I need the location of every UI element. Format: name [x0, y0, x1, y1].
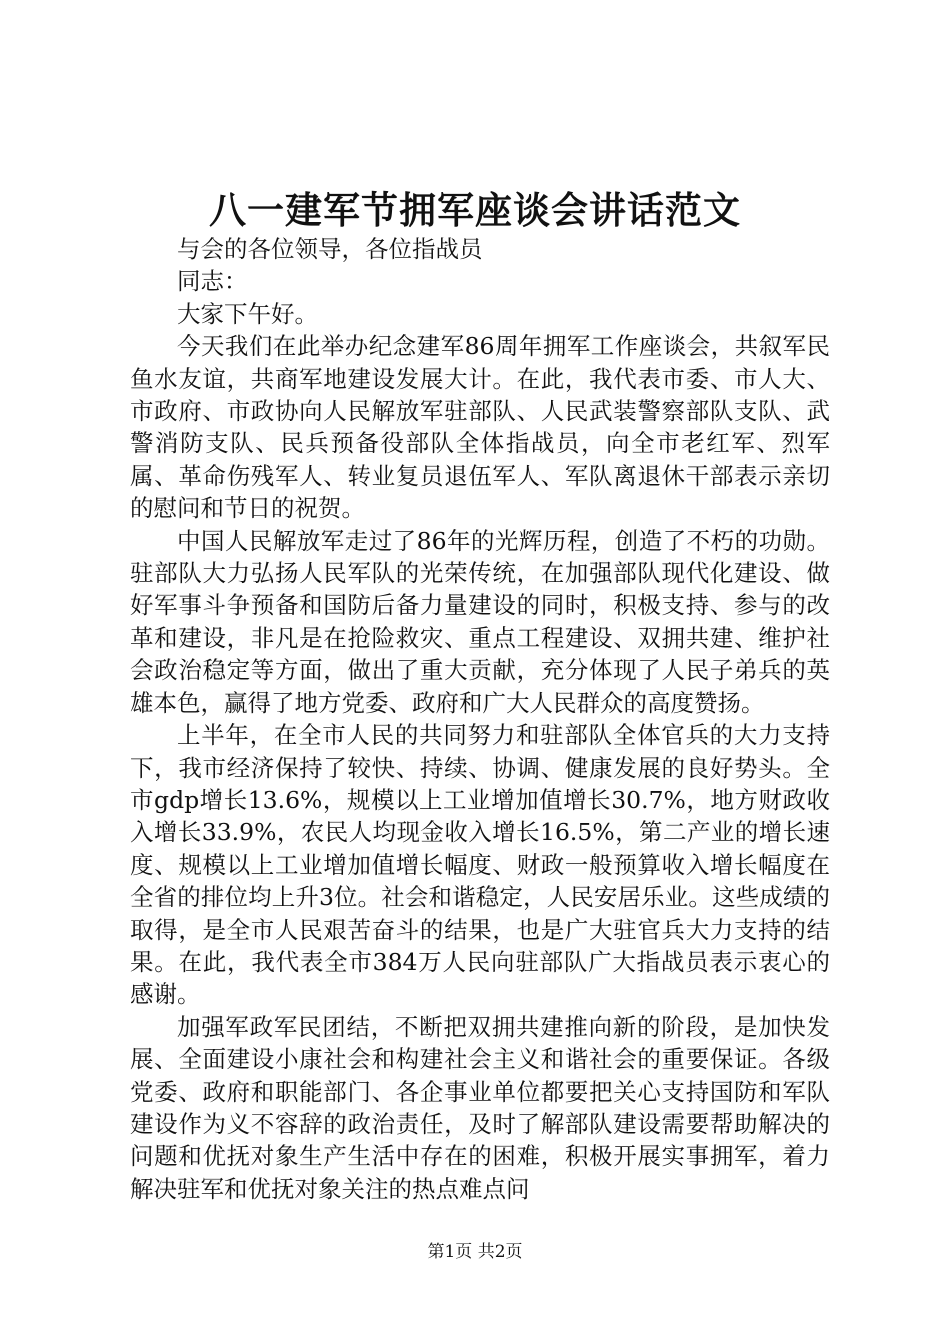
salutation-continuation: 同志： [177, 267, 248, 296]
paragraph-history: 中国人民解放军走过了86年的光辉历程，创造了不朽的功勋。驻部队大力弘扬人民军队的光荣传统，在加强部队现代化建设、做好军事斗争预备和国防后备力量建设的同时，积极支持、参与的改革和建设，非凡是在抢险救灾、重点工程建设、双拥共建、维护社会政治稳定等方面，做出了重大贡献，充分体现了人民子弟兵的英雄本色，赢得了地方党委、政府和广大人民群众的高度赞扬。 [130, 526, 830, 717]
page-footer: 第1页 共2页 [427, 1242, 523, 1262]
paragraph-unity: 加强军政军民团结，不断把双拥共建推向新的阶段，是加快发展、全面建设小康社会和构建社会主义和谐社会的重要保证。各级党委、政府和职能部门、各企事业单位都要把关心支持国防和军队建设作为义不容辞的政治责任，及时了解部队建设需要帮助解决的问题和优抚对象生产生活中存在的困难，积极开展实事拥军，着力解决驻军和优抚对象关注的热点难点问 [130, 1012, 830, 1203]
salutation-line: 与会的各位领导，各位指战员 [177, 235, 483, 263]
greeting: 大家下午好。 [177, 299, 318, 328]
paragraph-opening: 今天我们在此举办纪念建军86周年拥军工作座谈会，共叙军民鱼水友谊，共商军地建设发展大计。在此，我代表市委、市人大、市政府、市政协向人民解放军驻部队、人民武装警察部队支队、武警消防支队、民兵预备役部队全体指战员，向全市老红军、烈军属、革命伤残军人、转业复员退伍军人、军队离退休干部表示亲切的慰问和节日的祝贺。 [130, 332, 830, 523]
document-body [130, 233, 830, 1205]
paragraph-economy: 上半年，在全市人民的共同努力和驻部队全体官兵的大力支持下，我市经济保持了较快、持续、协调、健康发展的良好势头。全市gdp增长13.6%，规模以上工业增加值增长30.7%，地方财政收入增长33.9%，农民人均现金收入增长16.5%，第二产业的增长速度、规模以上工业增加值增长幅度、财政一般预算收入增长幅度在全省的排位均上升3位。社会和谐稳定，人民安居乐业。这些成绩的取得，是全市人民艰苦奋斗的结果，也是广大驻官兵大力支持的结果。在此，我代表全市384万人民向驻部队广大指战员表示衷心的感谢。 [130, 721, 830, 1009]
document-title: 八一建军节拥军座谈会讲话范文 [209, 188, 741, 232]
